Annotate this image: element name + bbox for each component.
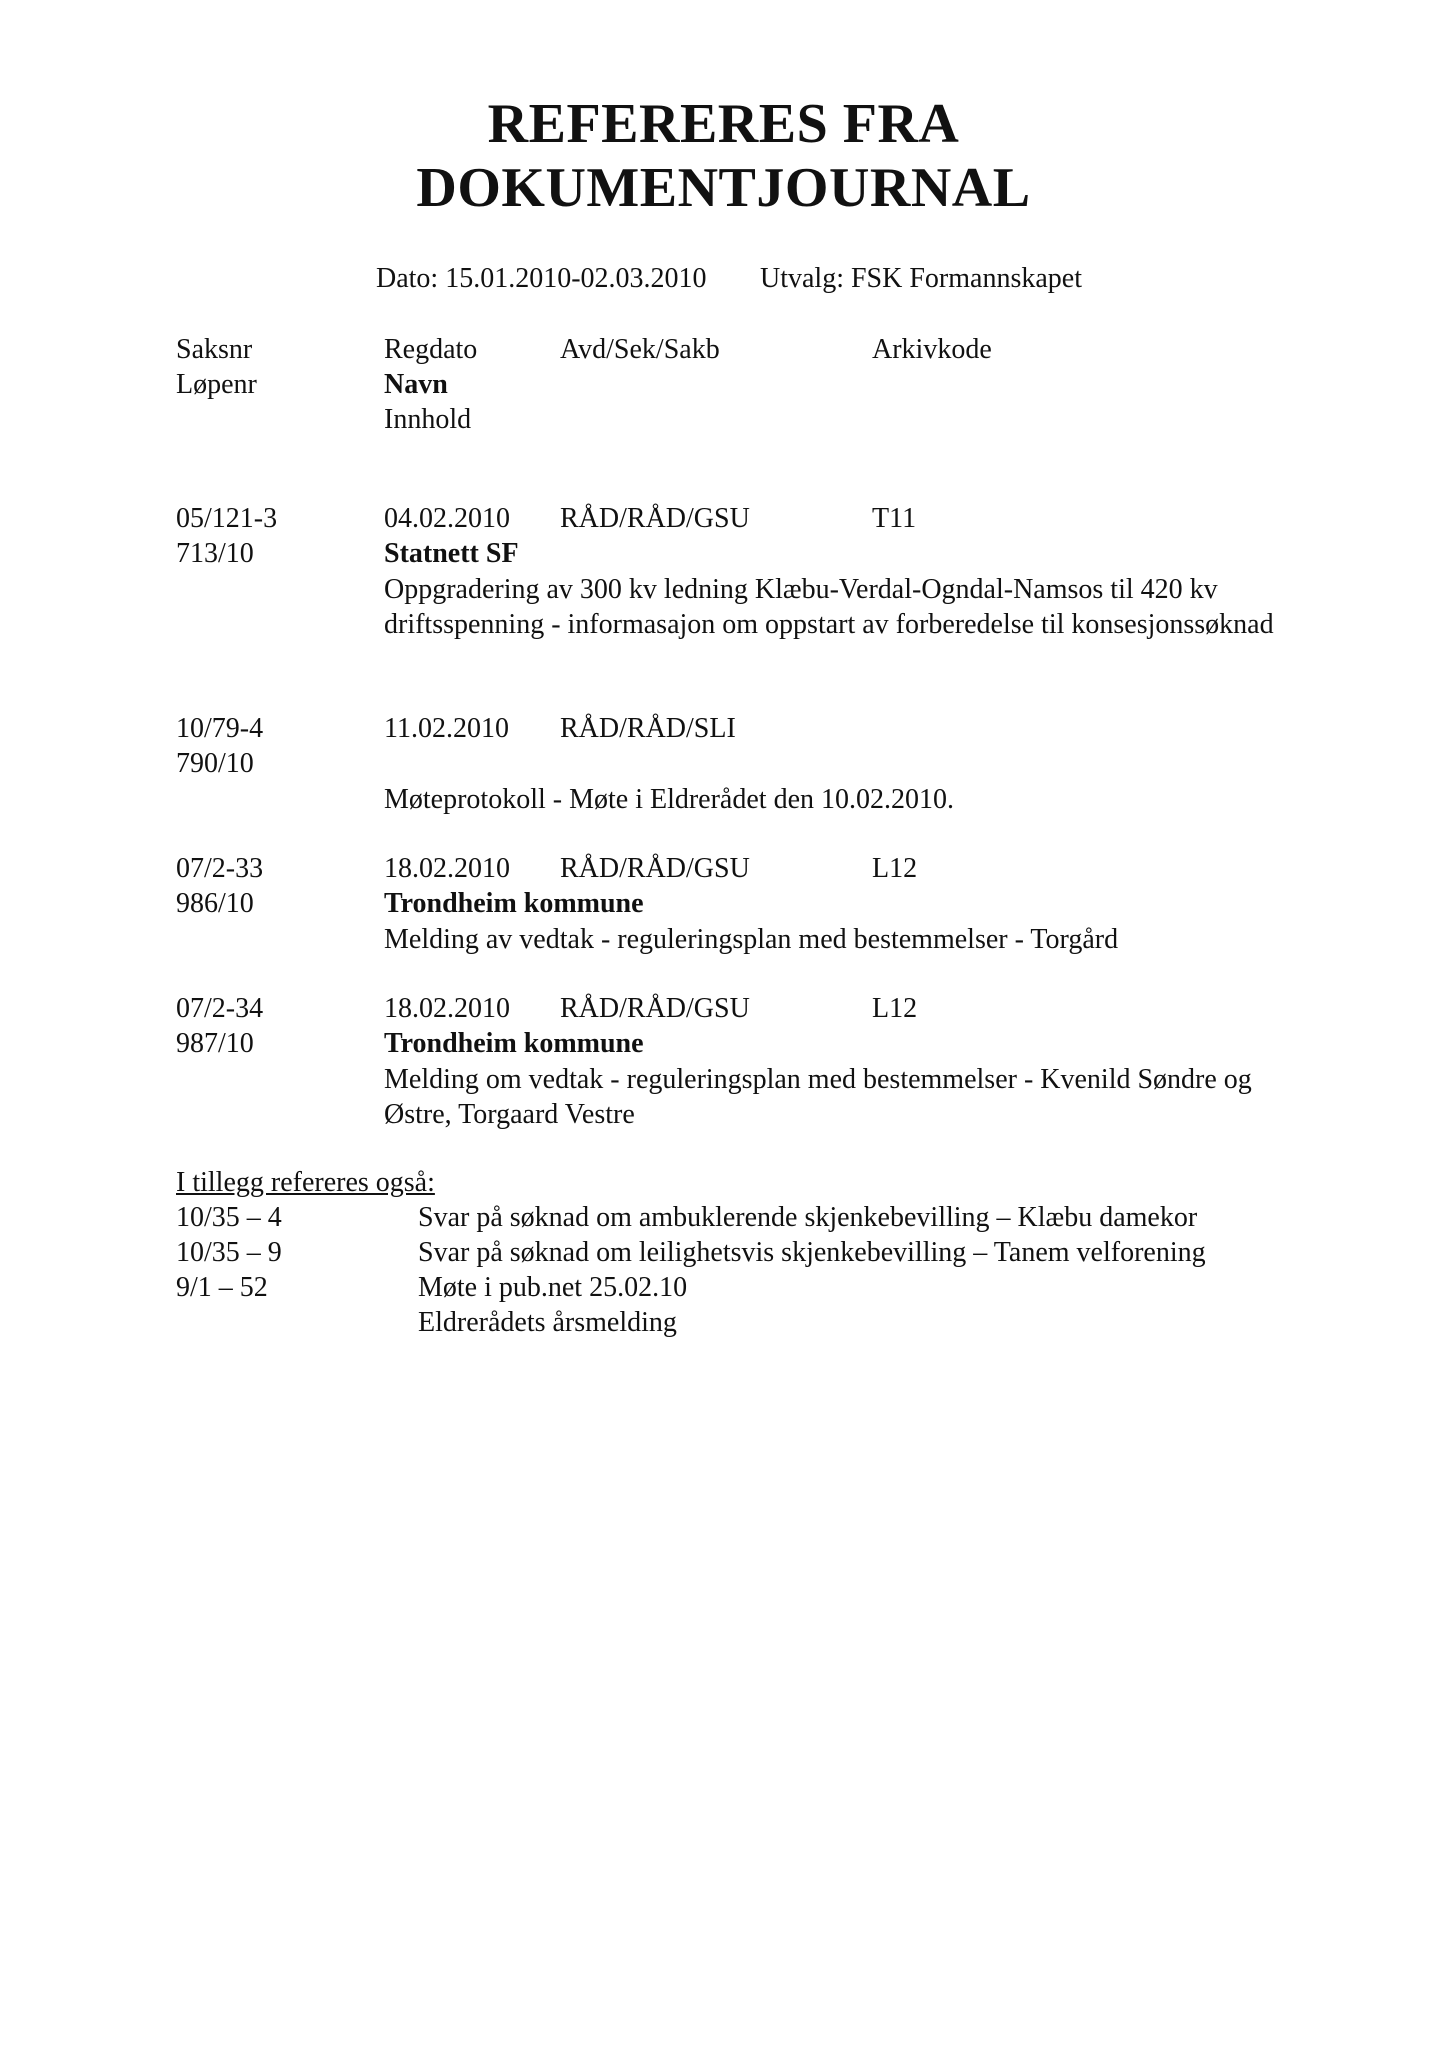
- entry-innhold: Melding om vedtak - reguleringsplan med bestemmelser - Kvenild Søndre og Østre, Torgaard Vestre: [384, 1064, 1252, 1130]
- also-item-text: Svar på søknad om ambuklerende skjenkebevilling – Klæbu damekor: [418, 1202, 1198, 1233]
- also-item-ref: 10/35 – 9: [176, 1237, 282, 1268]
- title-line-1: REFERERES FRA: [487, 93, 960, 155]
- entry-avd: RÅD/RÅD/GSU: [560, 503, 750, 534]
- title-line-2: DOKUMENTJOURNAL: [416, 157, 1031, 219]
- entry-saksnr: 10/79-4: [176, 713, 264, 744]
- entry-regdato: 11.02.2010: [384, 713, 509, 744]
- entry-lopenr: 986/10: [176, 888, 254, 919]
- header-regdato: Regdato: [384, 334, 478, 365]
- also-item-text: Eldrerådets årsmelding: [418, 1307, 677, 1338]
- header-arkivkode: Arkivkode: [872, 334, 992, 365]
- entry-regdato: 04.02.2010: [384, 503, 510, 534]
- entry-lopenr: 987/10: [176, 1028, 254, 1059]
- header-navn: Navn: [384, 369, 448, 400]
- entry-saksnr: 07/2-34: [176, 993, 264, 1024]
- entry-navn: Trondheim kommune: [384, 888, 644, 919]
- header-saksnr: Saksnr: [176, 334, 253, 365]
- entry-arkivkode: L12: [872, 853, 918, 884]
- header-avd: Avd/Sek/Sakb: [560, 334, 720, 365]
- entry-arkivkode: L12: [872, 993, 918, 1024]
- entry-saksnr: 05/121-3: [176, 503, 278, 534]
- entry-innhold: Melding av vedtak - reguleringsplan med bestemmelser - Torgård: [384, 924, 1119, 955]
- entry-avd: RÅD/RÅD/GSU: [560, 993, 750, 1024]
- committee: Utvalg: FSK Formannskapet: [760, 263, 1082, 294]
- entry-regdato: 18.02.2010: [384, 853, 510, 884]
- entry-avd: RÅD/RÅD/SLI: [560, 713, 736, 744]
- also-heading: I tillegg refereres også:: [176, 1167, 435, 1198]
- date-range: Dato: 15.01.2010-02.03.2010: [376, 263, 707, 294]
- entry-lopenr: 713/10: [176, 538, 254, 569]
- entry-arkivkode: T11: [872, 503, 917, 534]
- also-item-ref: 10/35 – 4: [176, 1202, 282, 1233]
- also-item-ref: 9/1 – 52: [176, 1272, 268, 1303]
- entry-regdato: 18.02.2010: [384, 993, 510, 1024]
- entry-navn: Statnett SF: [384, 538, 519, 569]
- also-item-text: Møte i pub.net 25.02.10: [418, 1272, 688, 1303]
- header-lopenr: Løpenr: [176, 369, 257, 400]
- document-title: [0, 92, 1447, 220]
- entry-avd: RÅD/RÅD/GSU: [560, 853, 750, 884]
- entry-lopenr: 790/10: [176, 748, 254, 779]
- header-innhold: Innhold: [384, 404, 472, 435]
- also-item-text: Svar på søknad om leilighetsvis skjenkebevilling – Tanem velforening: [418, 1237, 1206, 1268]
- entry-navn: Trondheim kommune: [384, 1028, 644, 1059]
- entry-saksnr: 07/2-33: [176, 853, 264, 884]
- entry-innhold: Møteprotokoll - Møte i Eldrerådet den 10.02.2010.: [384, 784, 954, 815]
- entry-innhold: Oppgradering av 300 kv ledning Klæbu-Verdal-Ogndal-Namsos til 420 kv driftsspenning - informasajon om oppstart av forberedelse til konsesjonssøknad: [384, 574, 1274, 640]
